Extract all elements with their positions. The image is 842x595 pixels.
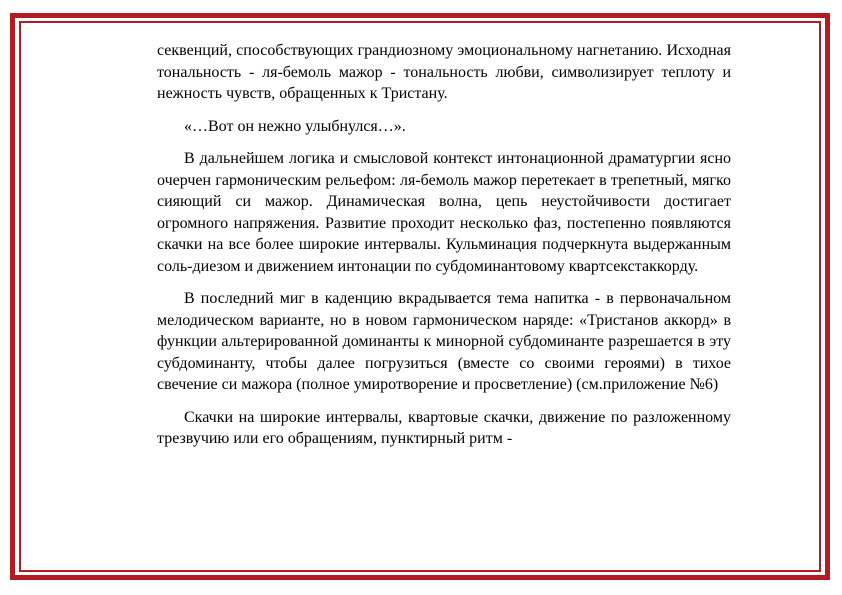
paragraph-cadence: В последний миг в каденцию вкрадывается тема напитка - в первоначальном мелодическом варианте, но в новом гармоническом наряде: «Тристанов аккорд» в функции альтерированной доминанты к минорной субдоминанте разрешается в эту субдоминанту, чтобы далее погрузиться (вместе со своими героями) в тихое свечение си мажора (полное умиротворение и просветление) (см.приложение №6) <box>157 290 731 393</box>
paragraph-harmony: В дальнейшем логика и смысловой контекст интонационной драматургии ясно очерчен гармоническим рельефом: ля-бемоль мажор перетекает в трепетный, мягко сияющий си мажор. Динамическая волна, цепь неустойчивости достигает огромного напряжения. Развитие проходит несколько фаз, постепенно появляются скачки на все более широкие интервалы. Кульминация подчеркнута выдержанным соль-диезом и движением интонации по субдоминантовому квартсекстаккорду. <box>157 150 731 275</box>
paragraph-leaps: Скачки на широкие интервалы, квартовые скачки, движение по разложенному трезвучию или его обращениям, пунктирный ритм - <box>157 408 731 447</box>
paragraph-quote: «…Вот он нежно улыбнулся…». <box>184 117 406 135</box>
document-body <box>157 40 731 461</box>
paragraph-continuation: секвенций, способствующих грандиозному эмоциональному нагнетанию. Исходная тональность - ля-бемоль мажор - тональность любви, символизирует теплоту и нежность чувств, обращенных к Тристану. <box>157 42 731 102</box>
